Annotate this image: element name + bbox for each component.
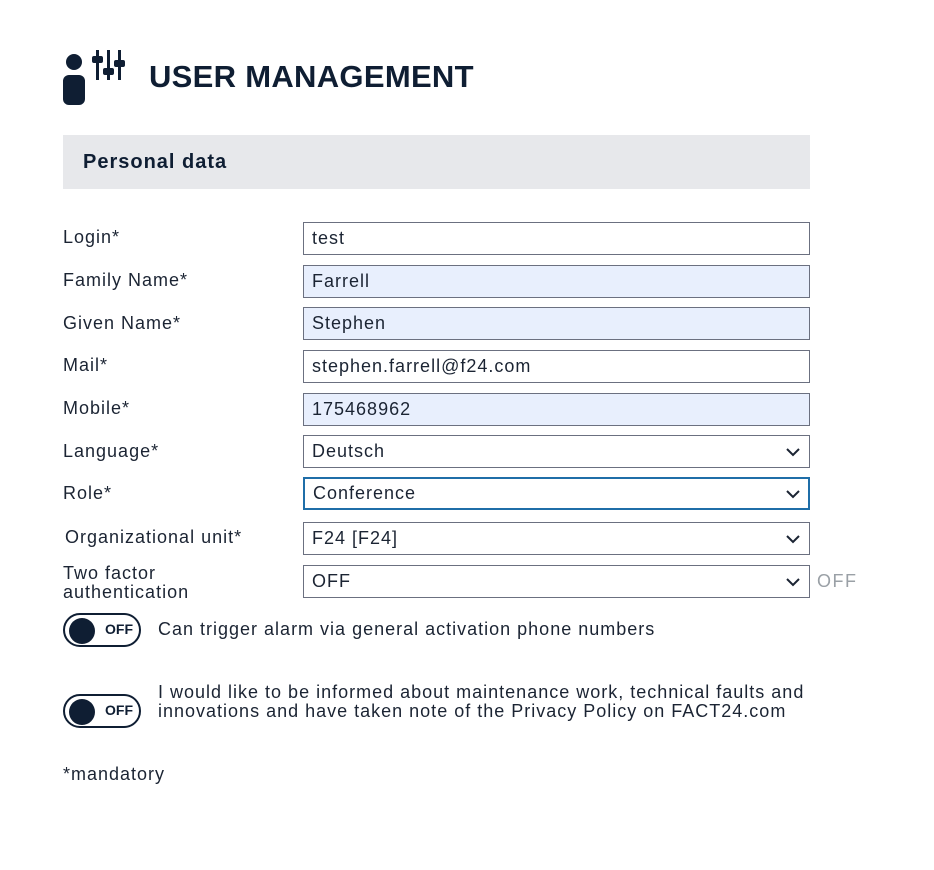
alarm-toggle[interactable] xyxy=(63,613,141,647)
language-label: Language* xyxy=(63,441,160,461)
form-row-language xyxy=(63,435,853,468)
given-name-label: Given Name* xyxy=(63,313,182,333)
two-factor-select[interactable] xyxy=(303,565,810,598)
role-value: Conference xyxy=(313,483,417,503)
form-row-two-factor xyxy=(63,563,858,605)
role-label: Role* xyxy=(63,483,113,503)
form-row-family-name xyxy=(63,265,853,298)
page-header xyxy=(62,46,474,108)
page-title: USER MANAGEMENT xyxy=(149,59,474,94)
mail-label: Mail* xyxy=(63,355,109,375)
form-row-mobile xyxy=(63,393,853,426)
mail-input[interactable] xyxy=(303,350,810,383)
chevron-down-icon xyxy=(785,486,801,502)
form-row-org-unit xyxy=(63,522,853,555)
alarm-toggle-label: Can trigger alarm via general activation phone numbers xyxy=(158,619,656,639)
language-value: Deutsch xyxy=(312,441,386,461)
given-name-value: Stephen xyxy=(312,313,387,333)
alarm-toggle-row xyxy=(63,613,853,651)
language-select[interactable] xyxy=(303,435,810,468)
section-title: Personal data xyxy=(83,150,228,173)
mobile-value: 175468962 xyxy=(312,399,412,419)
chevron-down-icon xyxy=(785,444,801,460)
section-header-personal-data xyxy=(63,135,810,189)
family-name-value: Farrell xyxy=(312,271,371,291)
alarm-toggle-state: OFF xyxy=(105,621,133,637)
org-unit-value: F24 [F24] xyxy=(312,528,399,548)
family-name-input[interactable] xyxy=(303,265,810,298)
newsletter-toggle-row xyxy=(63,682,853,754)
org-unit-select[interactable] xyxy=(303,522,810,555)
two-factor-label-line1: Two factor xyxy=(63,563,157,583)
two-factor-label-line2: authentication xyxy=(63,582,190,602)
newsletter-toggle[interactable] xyxy=(63,694,141,728)
form-row-given-name xyxy=(63,307,853,340)
form-row-role xyxy=(63,477,853,510)
two-factor-status: OFF xyxy=(817,571,858,591)
newsletter-toggle-state: OFF xyxy=(105,702,133,718)
login-value: test xyxy=(312,228,346,248)
toggle-knob xyxy=(69,618,95,644)
given-name-input[interactable] xyxy=(303,307,810,340)
role-select[interactable] xyxy=(303,477,810,510)
mobile-input[interactable] xyxy=(303,393,810,426)
mail-value: stephen.farrell@f24.com xyxy=(312,356,532,376)
chevron-down-icon xyxy=(785,574,801,590)
newsletter-toggle-label: I would like to be informed about maintenance work, technical faults and innovations and have taken note of the Privacy Policy on FACT24.com xyxy=(158,682,805,721)
mandatory-note: *mandatory xyxy=(63,764,166,784)
family-name-label: Family Name* xyxy=(63,270,189,290)
login-input[interactable] xyxy=(303,222,810,255)
two-factor-value: OFF xyxy=(312,571,351,591)
login-label: Login* xyxy=(63,227,121,247)
toggle-knob xyxy=(69,699,95,725)
user-settings-icon xyxy=(62,46,126,108)
form-row-login xyxy=(63,222,853,255)
two-factor-label xyxy=(63,564,189,602)
form-row-mail xyxy=(63,350,853,383)
org-unit-label: Organizational unit* xyxy=(65,527,243,547)
chevron-down-icon xyxy=(785,531,801,547)
mobile-label: Mobile* xyxy=(63,398,131,418)
